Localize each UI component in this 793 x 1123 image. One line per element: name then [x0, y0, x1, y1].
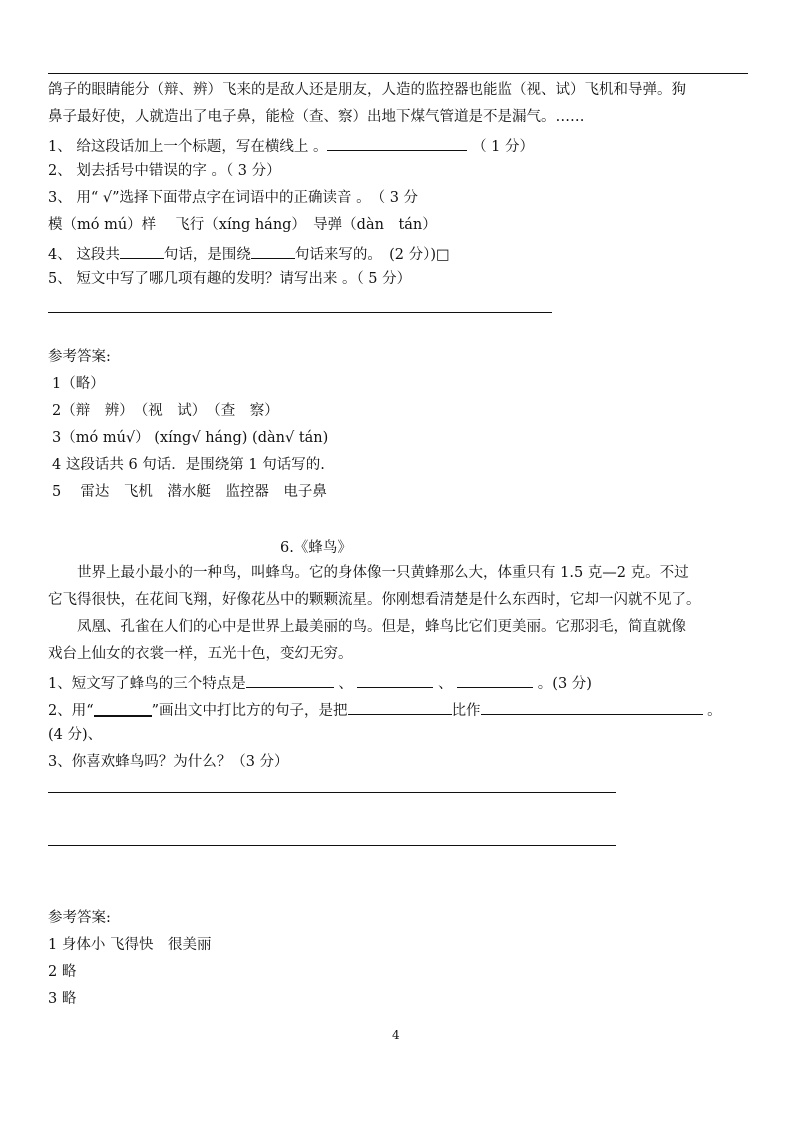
question-score: （ 1 分）	[472, 139, 535, 155]
underline-sample	[94, 705, 152, 717]
question-3: 3、 用“ √”选择下面带点字在词语中的正确读音 。 （ 3 分	[48, 190, 419, 206]
question-3: 3、你喜欢蜂鸟吗？为什么？（3 分）	[48, 754, 289, 770]
answer-item: 1（略）	[52, 376, 105, 392]
question-end: 。	[707, 703, 722, 719]
answer-blank[interactable]	[457, 671, 533, 688]
answers-heading: 参考答案:	[48, 910, 111, 926]
passage-line: 戏台上仙女的衣裳一样，五光十色，变幻无穷。	[48, 646, 353, 662]
answer-blank[interactable]	[120, 242, 164, 259]
answer-item: 3（mó mú√） (xíng√ háng) (dàn√ tán)	[52, 430, 329, 446]
question-2: 2、 划去括号中错误的字 。（ 3 分）	[48, 163, 281, 179]
answer-blank[interactable]	[481, 698, 703, 715]
answer-item: 2（辩 辨） （视 试） （查 察）	[52, 403, 279, 419]
answer-line[interactable]	[48, 792, 616, 793]
answer-item: 5 雷达 飞机 潜水艇 监控器 电子鼻	[52, 484, 327, 500]
answer-line[interactable]	[48, 845, 616, 846]
passage-line: 它飞得很快，在花间飞翔，好像花丛中的颗颗流星。你刚想看清楚是什么东西时，它却一闪就不见了。	[48, 592, 701, 608]
answer-blank[interactable]	[348, 698, 452, 715]
answer-item: 2 略	[48, 964, 77, 980]
answer-item: 3 略	[48, 991, 77, 1007]
separator: 、	[338, 676, 353, 692]
question-text: 1、 给这段话加上一个标题，写在横线上 。	[48, 139, 328, 155]
question-3-words: 模（mó mú）样 飞行（xíng háng） 导弹（dàn tán）	[48, 217, 437, 233]
question-1	[48, 671, 592, 694]
question-text: 2、用“	[48, 703, 94, 719]
question-text: 4、 这段共	[48, 247, 120, 263]
question-text: 1、短文写了蜂鸟的三个特点是	[48, 676, 246, 692]
question-5: 5、 短文中写了哪几项有趣的发明？请写出来 。（ 5 分）	[48, 271, 412, 287]
question-4	[48, 242, 450, 265]
top-rule	[48, 73, 748, 74]
answer-line[interactable]	[48, 312, 552, 313]
passage-line: 鸽子的眼睛能分（辩、辨）飞来的是敌人还是朋友，人造的监控器也能监（视、试）飞机和导弹。狗	[48, 82, 686, 98]
question-text: 句话来写的。 (2 分）)□	[294, 247, 450, 263]
question-text: 句话，是围绕	[163, 247, 251, 263]
passage-line: 凤凰、孔雀在人们的心中是世界上最美丽的鸟。但是，蜂鸟比它们更美丽。它那羽毛，简直就像	[48, 619, 686, 635]
section-title: 6.《蜂鸟》	[280, 540, 352, 556]
question-2-score: (4 分)、	[48, 727, 103, 743]
answer-blank[interactable]	[357, 671, 433, 688]
answer-item: 4 这段话共 6 句话．是围绕第 1 句话写的.	[52, 457, 325, 473]
answers-heading: 参考答案:	[48, 349, 111, 365]
answer-blank[interactable]	[327, 134, 467, 151]
question-1	[48, 134, 534, 157]
question-score: 。(3 分)	[537, 676, 592, 692]
passage-line: 鼻子最好使，人就造出了电子鼻，能检（查、察）出地下煤气管道是不是漏气。……	[48, 109, 585, 125]
answer-blank[interactable]	[246, 671, 334, 688]
question-text: 比作	[451, 703, 481, 719]
question-text: ”画出文中打比方的句子，是把	[151, 703, 348, 719]
answer-blank[interactable]	[251, 242, 295, 259]
question-2	[48, 698, 722, 721]
passage-line: 世界上最小最小的一种鸟，叫蜂鸟。它的身体像一只黄蜂那么大，体重只有 1.5 克—2 克。不过	[48, 565, 689, 581]
separator: 、	[438, 676, 453, 692]
page-number: 4	[392, 1028, 400, 1042]
answer-item: 1 身体小 飞得快 很美丽	[48, 937, 212, 953]
